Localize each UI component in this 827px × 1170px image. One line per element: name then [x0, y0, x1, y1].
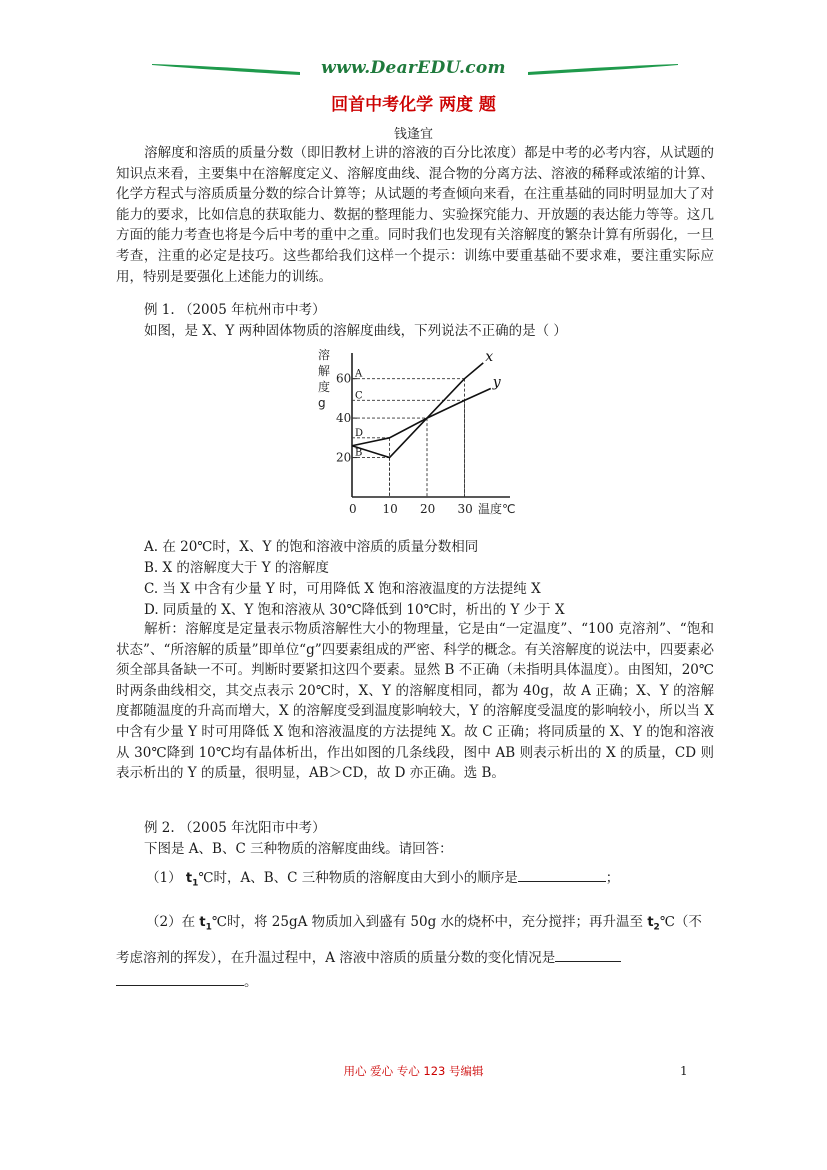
- y-axis-label-char: 解: [318, 364, 331, 378]
- series-label-y: y: [492, 374, 501, 391]
- q2-end: ℃（不: [659, 914, 702, 930]
- chart-axes: [352, 353, 510, 497]
- chart-labels: [318, 347, 515, 516]
- t-subscript: 1: [205, 922, 212, 933]
- q1-end: ；: [605, 870, 620, 886]
- t-letter: t: [185, 871, 193, 886]
- example2-q1: [146, 866, 619, 889]
- intro-paragraph: [116, 143, 714, 287]
- example2-q2: [146, 910, 702, 933]
- x-tick-label: 30: [457, 502, 473, 516]
- option-d: D. 同质量的 X、Y 饱和溶液从 30℃降低到 10℃时，析出的 Y 少于 X: [144, 602, 565, 618]
- example2-question: 下图是 A、B、C 三种物质的溶解度曲线。请回答：: [144, 841, 453, 857]
- t-letter: t: [647, 915, 654, 930]
- t1-symbol: [199, 915, 212, 933]
- t-letter: t: [199, 915, 206, 930]
- t-subscript: 2: [653, 922, 660, 933]
- site-url: www.DearEDU.com: [321, 58, 506, 78]
- q2-line2-text: 考虑溶剂的挥发），在升温过程中，A 溶液中溶质的质量分数的变化情况是: [116, 950, 556, 966]
- y-tick-label: 60: [336, 371, 352, 386]
- point-label: B: [355, 447, 363, 459]
- x-tick-label: 0: [349, 502, 357, 516]
- t1-symbol: [185, 871, 199, 889]
- point-label: C: [355, 390, 363, 402]
- q2-answer-blank-2[interactable]: [116, 971, 244, 986]
- page-footer: 用心 爱心 专心 123 号编辑: [343, 1064, 484, 1078]
- example2-q2-line2: [116, 946, 621, 966]
- y-axis-label-char: 溶: [318, 348, 331, 362]
- series-line-y: [352, 389, 491, 446]
- t-subscript: 1: [192, 878, 199, 889]
- series-label-x: x: [485, 348, 494, 365]
- q2-answer-blank-1[interactable]: [555, 947, 621, 962]
- example2-q2-line3: [116, 970, 258, 990]
- x-tick-label: 10: [382, 502, 398, 516]
- q1-prefix: （1）: [146, 870, 182, 886]
- author-name: 钱逢宜: [393, 127, 433, 142]
- q1-text: ℃时，A、B、C 三种物质的溶解度由大到小的顺序是: [198, 870, 518, 886]
- point-label: A: [355, 368, 363, 380]
- solubility-chart: [310, 345, 525, 520]
- x-axis-label: 温度℃: [478, 502, 516, 516]
- q1-answer-blank[interactable]: [518, 867, 606, 882]
- example1-question: 如图，是 X、Y 两种固体物质的溶解度曲线，下列说法不正确的是（ ）: [144, 323, 567, 339]
- x-tick-label: 20: [420, 502, 436, 516]
- y-tick-label: 20: [336, 450, 352, 465]
- right-swoosh-decoration: [520, 62, 680, 76]
- y-axis-label-char: g: [318, 396, 326, 410]
- site-banner: [150, 58, 677, 84]
- chart-series: [352, 363, 491, 458]
- q2-line3-end: 。: [244, 974, 258, 990]
- y-tick-label: 40: [336, 411, 352, 426]
- analysis-text: 解析：溶解度是定量表示物质溶解性大小的物理量，它是由“一定温度”、“100 克溶剂”、“饱和状态”、“所溶解的质量”即单位“g”四要素组成的严密、科学的概念。有关溶解度的说法中，四要素必须全部具备缺一不可。判断时要紧扣这四个要素。显然 B 不正确（未指明具体温度）。由图知，20℃时两条曲线相交，其交点表示 20℃时，X、Y 的溶解度相同，都为 40g，故 A 正确；X、Y 的溶解度都随温度的升高而增大，X 的溶解度受到温度影响较大，Y 的溶解度受温度的影响较小，所以当 X 中含有少量 Y 时可用降低 X 饱和溶液温度的方法提纯 X。故 C 正确；将同质量的 X、Y 的饱和溶液从 30℃降到 10℃均有晶体析出，作出如图的几条线段，图中 AB 则表示析出的 X 的质量，CD 则表示析出的 Y 的质量，很明显，AB＞CD，故 D 亦正确。选 B。: [116, 621, 714, 782]
- q2-prefix: （2）在: [146, 914, 196, 930]
- page-title: 回首中考化学 两度 题: [331, 95, 496, 115]
- page-number: 1: [680, 1064, 688, 1078]
- series-line-x: [352, 363, 483, 458]
- example1-heading: 例 1. （2005 年杭州市中考）: [144, 302, 326, 318]
- analysis-paragraph: [116, 619, 714, 784]
- example2-heading: 例 2. （2005 年沈阳市中考）: [144, 820, 326, 836]
- y-axis-label-char: 度: [318, 380, 331, 394]
- t2-symbol: [647, 915, 660, 933]
- option-c: C. 当 X 中含有少量 Y 时，可用降低 X 饱和溶液温度的方法提纯 X: [144, 581, 541, 597]
- intro-text: 溶解度和溶质的质量分数（即旧教材上讲的溶液的百分比浓度）都是中考的必考内容，从试题的知识点来看，主要集中在溶解度定义、溶解度曲线、混合物的分离方法、溶液的稀释或浓缩的计算、化学方程式与溶质质量分数的综合计算等；从试题的考查倾向来看，在注重基础的同时明显加大了对能力的要求，比如信息的获取能力、数据的整理能力、实验探究能力、开放题的表达能力等等。这几方面的能力考查也将是今后中考的重中之重。同时我们也发现有关溶解度的繁杂计算有所弱化，一旦考查，注重的必定是技巧。这些都给我们这样一个提示：训练中要重基础不要求难，要注重实际应用，特别是要强化上述能力的训练。: [116, 145, 714, 285]
- point-label: D: [355, 427, 364, 439]
- option-a: A. 在 20℃时，X、Y 的饱和溶液中溶质的质量分数相同: [144, 539, 479, 555]
- q2-middle: ℃时，将 25gA 物质加入到盛有 50g 水的烧杯中，充分搅拌；再升温至: [211, 914, 644, 930]
- option-b: B. X 的溶解度大于 Y 的溶解度: [144, 560, 329, 576]
